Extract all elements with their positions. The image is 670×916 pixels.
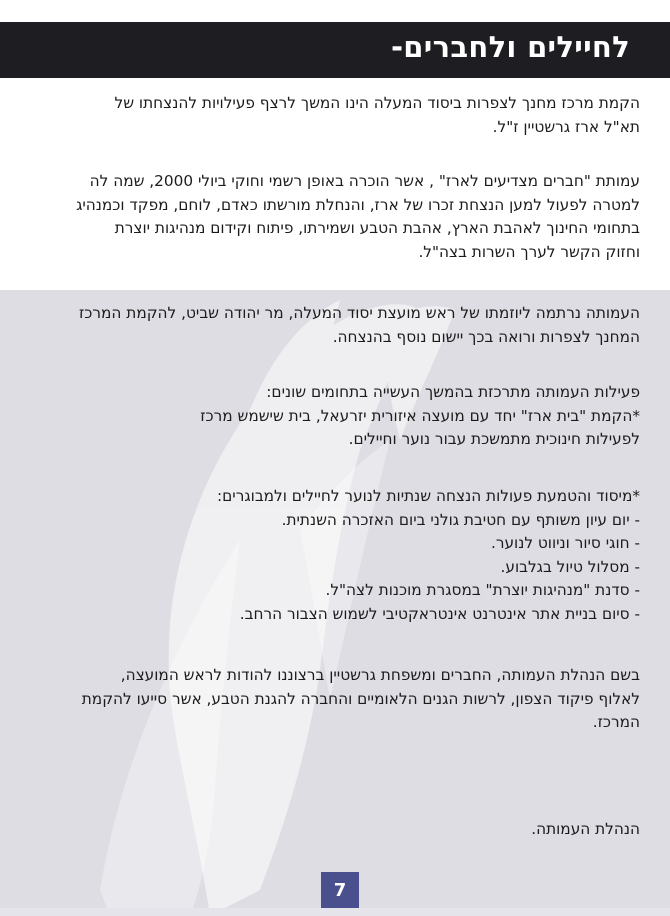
text-line: הקמת מרכז מחנך לצפרות ביסוד המעלה הינו המשך לרצף פעילויות להנצחתו של [114,94,640,112]
signature [25,818,640,842]
list-heading: *מיסוד והטמעת פעולות הנצחה שנתיות לנוער לחיילים ולמבוגרים: [216,487,640,505]
header-bar [0,22,670,78]
activities-paragraph [25,381,640,452]
text-line: המחנך לצפרות ורואה בכך יישום נוסף בהנצחה. [332,327,640,346]
initiative-paragraph [25,302,640,349]
list-item: - סיום בניית אתר אינטרנט אינטראקטיבי לשמוש הצבור הרחב. [239,604,640,623]
text-line: תא"ל ארז גרשטיין ז"ל. [492,117,640,136]
text-line: בשם הנהלת העמותה, החברים ומשפחת גרשטיין ברצוננו להודות לראש המועצה, [120,666,640,684]
association-paragraph [25,170,640,264]
list-item: - יום עיון משותף עם חטיבת גולני ביום האזכרה השנתית. [281,510,640,529]
list-item: - סדנת "מנהיגות יוצרת" במסגרת מוכנות לצה"ל. [325,581,640,599]
signature-text: הנהלת העמותה. [531,820,640,838]
text-line: המרכז. [592,713,640,731]
text-line: עמותת "חברים מצדיעים לארז" , אשר הוכרה באופן רשמי וחוקי ביולי 2000, שמה לה [89,172,640,190]
text-line: לפעילות חינוכית מתמשכת עבור נוער וחיילים. [348,430,640,448]
text-line: פעילות העמותה מתרכזת בהמשך העשייה בתחומים שונים: [266,383,640,401]
text-line: *הקמת "בית ארז" יחד עם מועצה איזורית יזרעאל, בית שישמש מרכז [200,406,640,425]
bottom-strip [0,908,670,916]
page-title: לחיילים ולחברים- [390,30,630,64]
text-line: העמותה נרתמה ליוזמתו של ראש מועצת יסוד המעלה, מר יהודה שביט, להקמת המרכז [79,304,640,322]
commemoration-list [25,485,640,626]
text-line: וחזוק הקשר לערך השרות בצה"ל. [418,242,640,261]
list-item: - מסלול טיול בגלבוע. [500,557,640,576]
text-line: לאלוף פיקוד הצפון, לרשות הגנים הלאומיים והחברה להגנת הטבע, אשר סייעו להקמת [81,689,640,708]
text-line: למטרה לפעול למען הנצחת זכרו של ארז, והנחלת מורשתו כאדם, לוחם, מפקד וכמנהיג [76,195,640,214]
page-number: 7 [321,872,359,908]
list-item: - חוגי סיור וניווט לנוער. [490,534,640,552]
thanks-paragraph [25,664,640,735]
text-line: בתחומי החינוך לאהבת הארץ, אהבת הטבע ושמירתו, פיתוח וקידום מנהיגות יוצרת [114,219,640,237]
intro-paragraph [25,92,640,139]
